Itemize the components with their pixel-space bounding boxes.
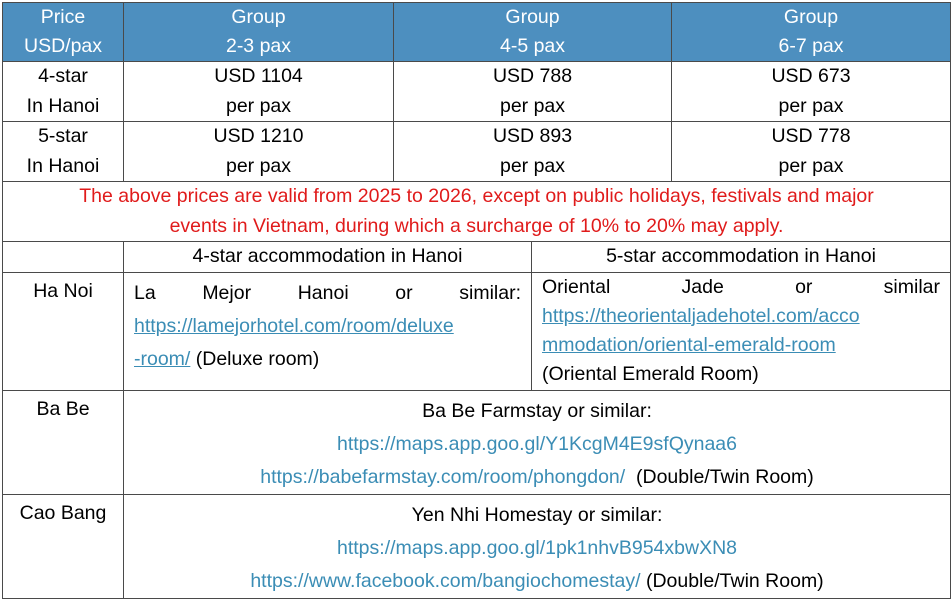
price-cell: USD 1104 per pax (124, 62, 394, 122)
header-row (3, 3, 951, 62)
map-link[interactable]: https://maps.app.goo.gl/Y1KcgM4E9sfQynaa6 (337, 432, 737, 455)
tour-price-document (2, 2, 950, 598)
hotel-link-continued[interactable]: mmodation/oriental-emerald-room (542, 333, 836, 356)
babe-row (3, 390, 951, 494)
price-table (2, 2, 951, 599)
room-type: (Double/Twin Room) (636, 465, 814, 488)
room-type: (Oriental Emerald Room) (542, 362, 759, 385)
price-cell: USD 778 per pax (672, 122, 951, 182)
hotel-intro: Yen Nhi Homestay or similar: (411, 503, 663, 526)
caobang-accommodation-cell (124, 494, 951, 598)
header-4-star-accommodation: 4-star accommodation in Hanoi (124, 242, 532, 273)
price-cell: USD 1210 per pax (124, 122, 394, 182)
header-group-4-5: Group 4-5 pax (394, 3, 672, 62)
hotel-intro: Ba Be Farmstay or similar: (422, 399, 652, 422)
header-5-star-accommodation: 5-star accommodation in Hanoi (532, 242, 951, 273)
map-link[interactable]: https://maps.app.goo.gl/1pk1nhvB954xbwXN8 (337, 536, 738, 559)
header-group-2-3: Group 2-3 pax (124, 3, 394, 62)
hotel-link[interactable]: https://theorientaljadehotel.com/acco (542, 304, 860, 327)
hotel-intro: La Mejor Hanoi or similar: (134, 281, 521, 304)
hotel-link[interactable]: https://lamejorhotel.com/room/deluxe (134, 314, 454, 337)
surcharge-notice: The above prices are valid from 2025 to 2026, except on public holidays, festivals and major events in Vietnam, during which a surcharge of 10% to 20% may apply. (3, 182, 951, 242)
price-row-5-star (3, 122, 951, 182)
room-type: (Deluxe room) (190, 347, 320, 370)
price-cell: USD 893 per pax (394, 122, 672, 182)
header-group-6-7: Group 6-7 pax (672, 3, 951, 62)
hotel-link-continued[interactable]: -room/ (134, 347, 191, 370)
price-cell: USD 788 per pax (394, 62, 672, 122)
row-label: 5-star In Hanoi (3, 122, 124, 182)
row-label: 4-star In Hanoi (3, 62, 124, 122)
accommodation-header-row (3, 242, 951, 273)
room-type: (Double/Twin Room) (640, 569, 824, 592)
price-cell: USD 673 per pax (672, 62, 951, 122)
hotel-intro: Oriental Jade or similar (542, 275, 941, 298)
empty-cell (3, 242, 124, 273)
hanoi-row (3, 272, 951, 390)
hanoi-5-star-cell (532, 272, 951, 390)
location-label: Ba Be (3, 390, 124, 494)
hotel-link[interactable]: https://babefarmstay.com/room/phongdon/ (260, 465, 626, 488)
hanoi-4-star-cell (124, 272, 532, 390)
babe-accommodation-cell (124, 390, 951, 494)
price-row-4-star (3, 62, 951, 122)
location-label: Cao Bang (3, 494, 124, 598)
caobang-row (3, 494, 951, 598)
header-price: Price USD/pax (3, 3, 124, 62)
facebook-link[interactable]: https://www.facebook.com/bangiochomestay/ (250, 569, 641, 592)
notice-row (3, 182, 951, 242)
location-label: Ha Noi (3, 272, 124, 390)
